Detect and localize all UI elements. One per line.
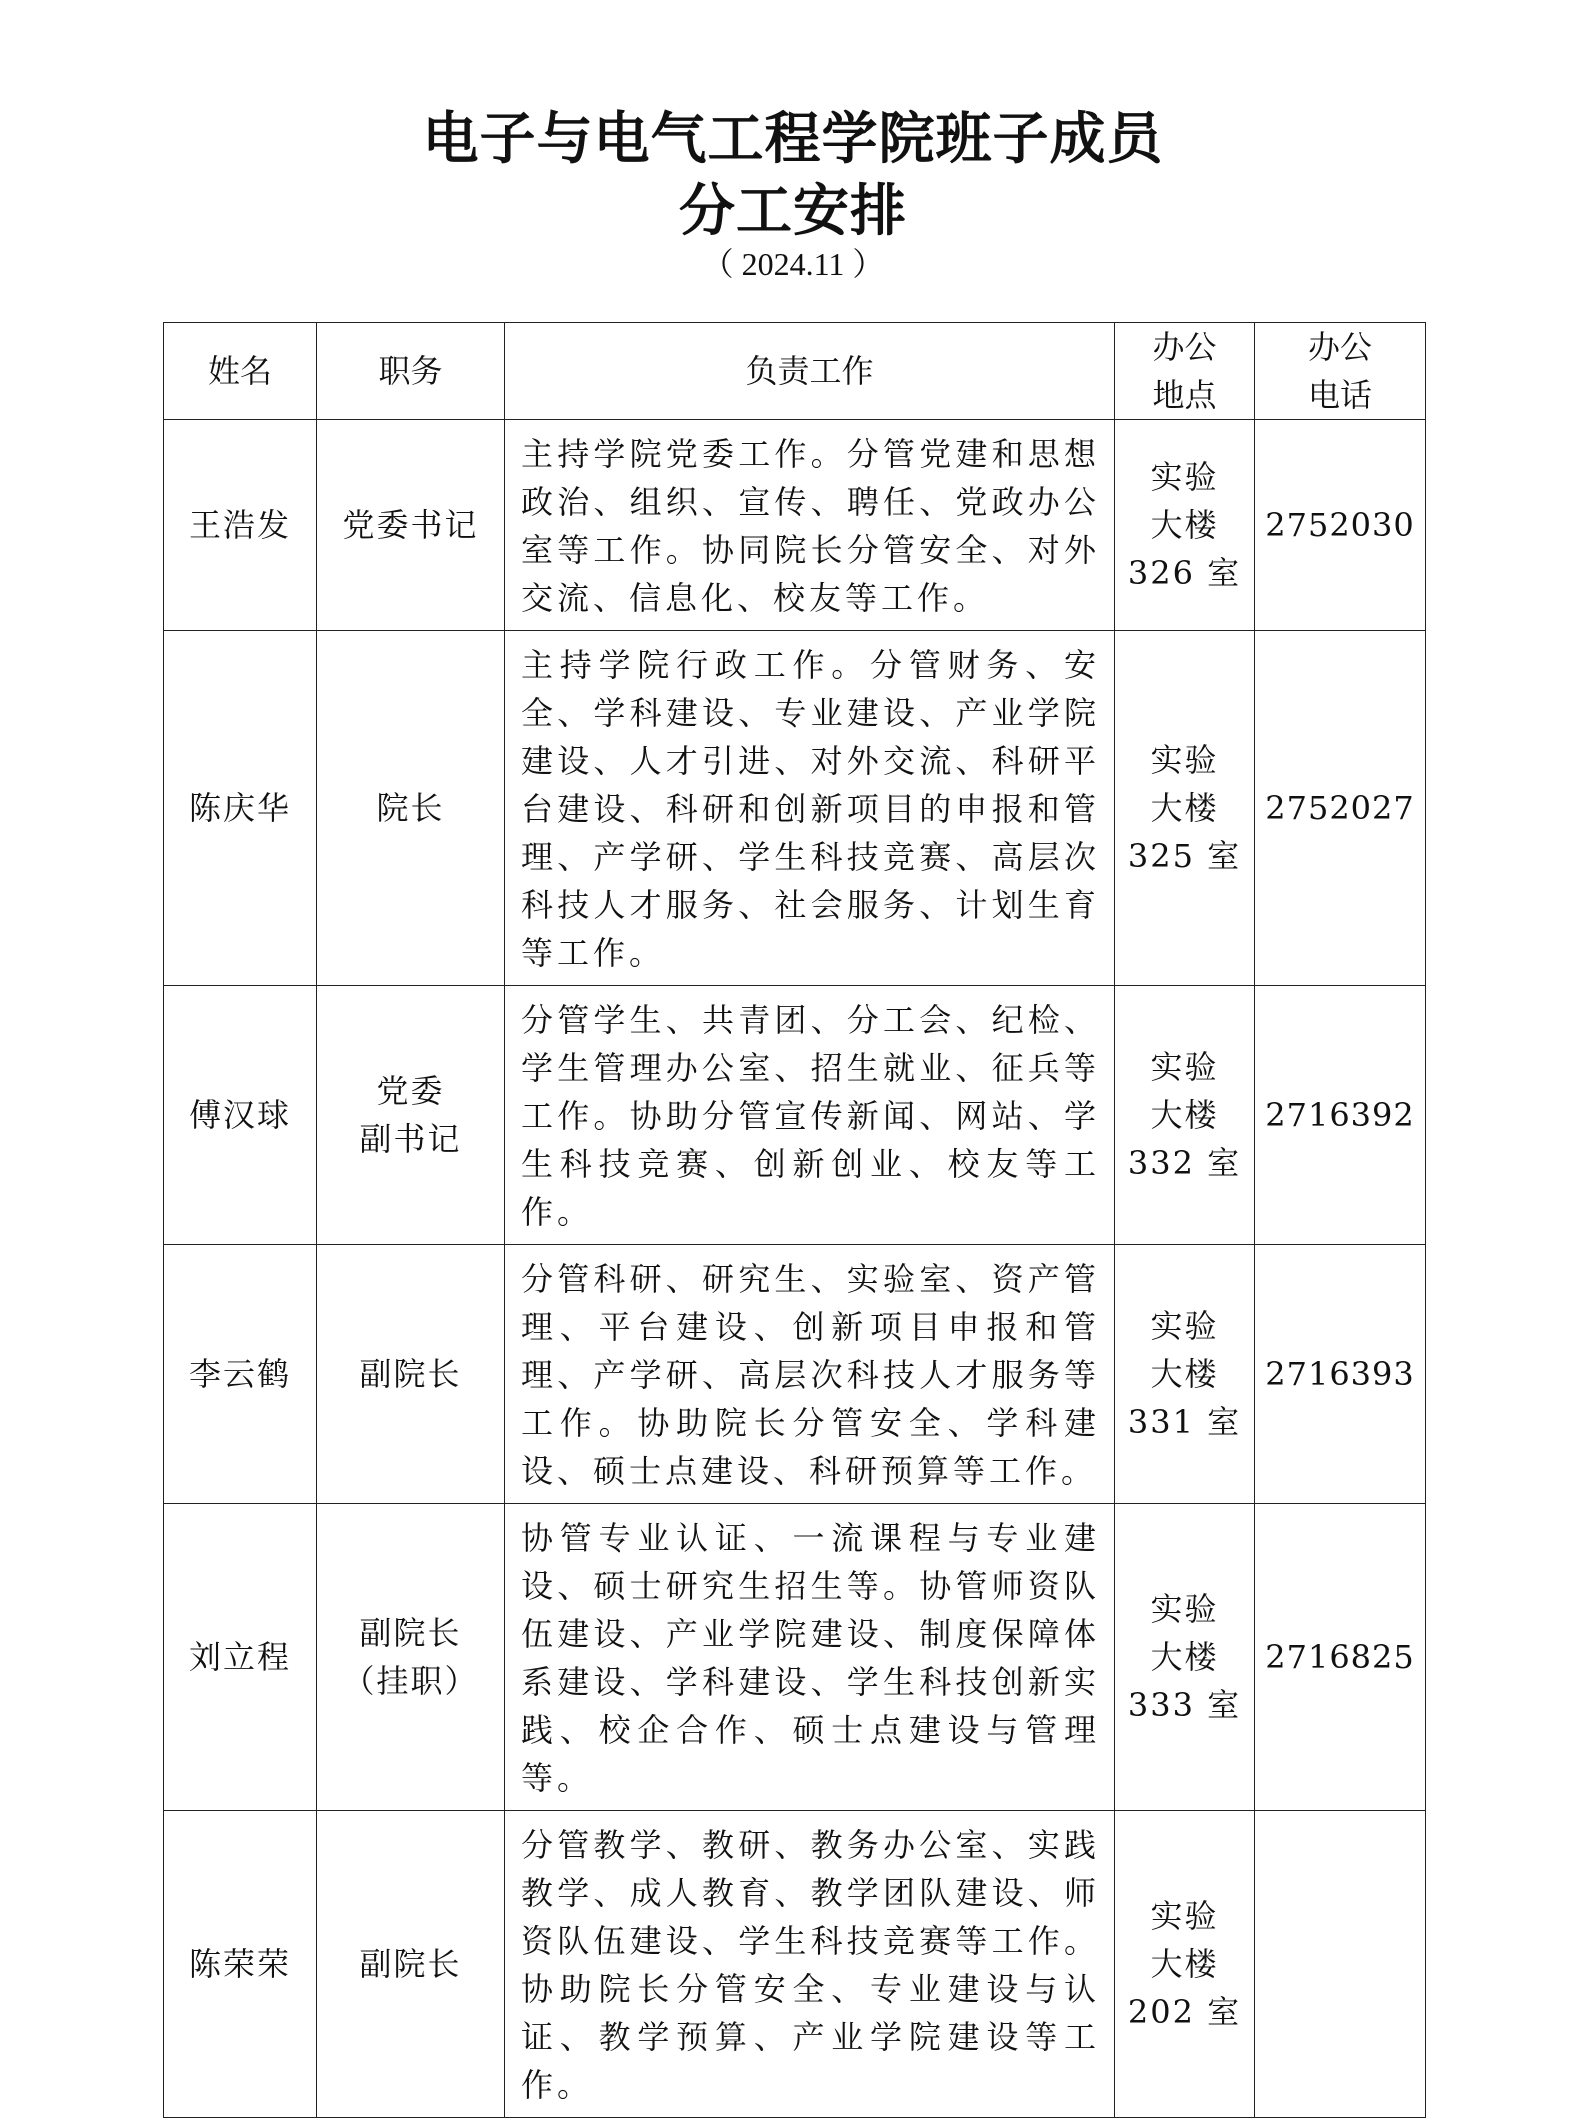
cell-name: 李云鹤 (164, 1245, 317, 1504)
table-header-row (164, 323, 1426, 420)
cell-position (317, 1504, 505, 1811)
cell-phone: 2716825 (1255, 1504, 1426, 1811)
cell-position-line2: 副书记 (359, 1120, 462, 1158)
document-subtitle: 分工安排 (679, 179, 907, 244)
cell-phone (1255, 1811, 1426, 2118)
header-office (1115, 323, 1255, 420)
cell-position-line1: 党委书记 (342, 506, 479, 544)
cell-office-line2: 大楼 (1150, 1355, 1219, 1393)
cell-office (1115, 631, 1255, 986)
cell-office-line2: 大楼 (1150, 1096, 1219, 1134)
cell-office-line2: 大楼 (1150, 1638, 1219, 1676)
cell-office-line3: 332 室 (1127, 1144, 1242, 1182)
cell-office-line1: 实验 (1150, 741, 1219, 779)
table-row (164, 420, 1426, 631)
cell-office-line3: 333 室 (1127, 1686, 1242, 1724)
cell-position-line2: （挂职） (342, 1662, 479, 1700)
cell-name: 刘立程 (164, 1504, 317, 1811)
cell-office (1115, 986, 1255, 1245)
cell-position (317, 1245, 505, 1504)
cell-position (317, 986, 505, 1245)
document-title: 电子与电气工程学院班子成员 (422, 107, 1164, 172)
cell-office (1115, 1504, 1255, 1811)
header-position: 职务 (317, 323, 505, 420)
cell-duties: 分管科研、研究生、实验室、资产管理、平台建设、创新项目申报和管理、产学研、高层次科技人才服务等工作。协助院长分管安全、学科建设、硕士点建设、科研预算等工作。 (505, 1245, 1115, 1504)
cell-office-line3: 325 室 (1127, 837, 1242, 875)
cell-name: 陈荣荣 (164, 1811, 317, 2118)
cell-position-line1: 院长 (376, 789, 445, 827)
cell-office-line2: 大楼 (1150, 1945, 1219, 1983)
cell-name: 陈庆华 (164, 631, 317, 986)
header-phone (1255, 323, 1426, 420)
cell-duties: 分管学生、共青团、分工会、纪检、学生管理办公室、招生就业、征兵等工作。协助分管宣传新闻、网站、学生科技竞赛、创新创业、校友等工作。 (505, 986, 1115, 1245)
cell-name: 王浩发 (164, 420, 317, 631)
cell-phone: 2716392 (1255, 986, 1426, 1245)
cell-phone: 2752027 (1255, 631, 1426, 986)
cell-office-line1: 实验 (1150, 1048, 1219, 1086)
table-row (164, 631, 1426, 986)
cell-phone: 2752030 (1255, 420, 1426, 631)
cell-office-line3: 202 室 (1127, 1993, 1242, 2031)
cell-office-line2: 大楼 (1150, 506, 1219, 544)
cell-duties: 主持学院行政工作。分管财务、安全、学科建设、专业建设、产业学院建设、人才引进、对外交流、科研平台建设、科研和创新项目的申报和管理、产学研、学生科技竞赛、高层次科技人才服务、社会服务、计划生育等工作。 (505, 631, 1115, 986)
cell-office-line1: 实验 (1150, 458, 1219, 496)
header-duties: 负责工作 (505, 323, 1115, 420)
table-row (164, 1811, 1426, 2118)
cell-position-line1: 党委 (376, 1072, 445, 1110)
cell-office-line1: 实验 (1150, 1307, 1219, 1345)
cell-position (317, 631, 505, 986)
cell-position-line1: 副院长 (359, 1945, 462, 1983)
cell-position (317, 420, 505, 631)
cell-position-line1: 副院长 (359, 1614, 462, 1652)
header-phone-line1: 办公 (1307, 328, 1372, 366)
cell-duties: 分管教学、教研、教务办公室、实践教学、成人教育、教学团队建设、师资队伍建设、学生科技竞赛等工作。协助院长分管安全、专业建设与认证、教学预算、产业学院建设等工作。 (505, 1811, 1115, 2118)
cell-phone: 2716393 (1255, 1245, 1426, 1504)
cell-position (317, 1811, 505, 2118)
header-name: 姓名 (164, 323, 317, 420)
cell-office-line3: 326 室 (1127, 554, 1242, 592)
leadership-table (163, 322, 1426, 2118)
header-office-line2: 地点 (1152, 376, 1217, 414)
cell-office-line3: 331 室 (1127, 1403, 1242, 1441)
cell-duties: 主持学院党委工作。分管党建和思想政治、组织、宣传、聘任、党政办公室等工作。协同院长分管安全、对外交流、信息化、校友等工作。 (505, 420, 1115, 631)
header-phone-line2: 电话 (1307, 376, 1372, 414)
cell-office-line2: 大楼 (1150, 789, 1219, 827)
cell-office (1115, 1811, 1255, 2118)
cell-office-line1: 实验 (1150, 1897, 1219, 1935)
cell-office (1115, 1245, 1255, 1504)
table-row (164, 1504, 1426, 1811)
header-office-line1: 办公 (1152, 328, 1217, 366)
table-row (164, 986, 1426, 1245)
document-date: （ 2024.11 ） (701, 246, 885, 282)
cell-office-line1: 实验 (1150, 1590, 1219, 1628)
cell-duties: 协管专业认证、一流课程与专业建设、硕士研究生招生等。协管师资队伍建设、产业学院建设、制度保障体系建设、学科建设、学生科技创新实践、校企合作、硕士点建设与管理等。 (505, 1504, 1115, 1811)
cell-office (1115, 420, 1255, 631)
table-row (164, 1245, 1426, 1504)
cell-name: 傅汉球 (164, 986, 317, 1245)
cell-position-line1: 副院长 (359, 1355, 462, 1393)
